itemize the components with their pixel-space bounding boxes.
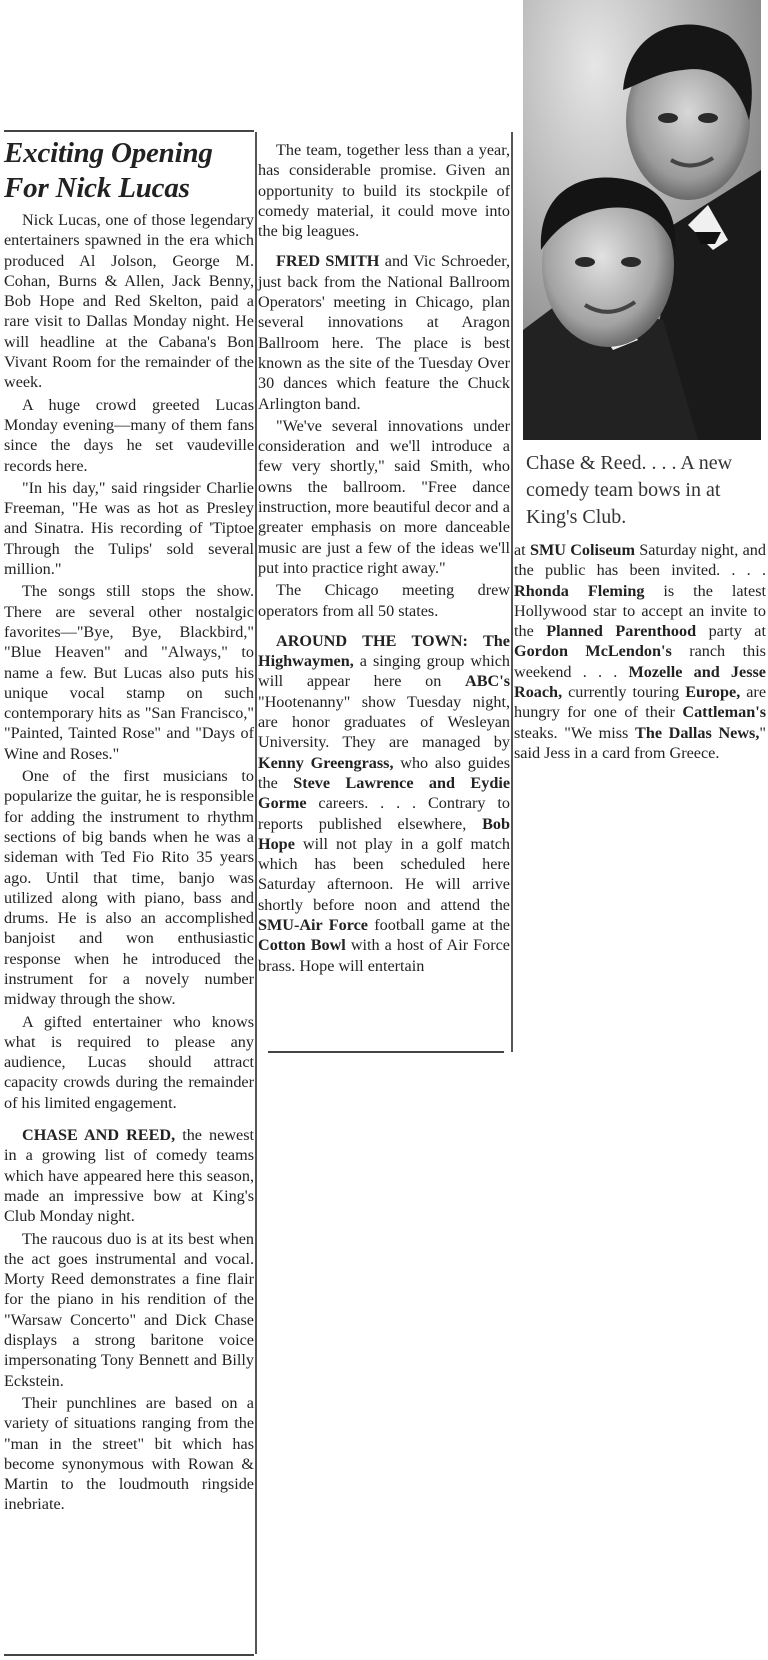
bold-name: Planned Parenthood — [546, 622, 697, 641]
paragraph-text: are hungry for one of their — [514, 683, 766, 722]
bold-name: Cotton Bowl — [258, 936, 346, 955]
paragraph-text: at — [514, 541, 530, 559]
bold-name: Cattleman's — [682, 703, 766, 722]
bottom-rule-col1 — [4, 1654, 254, 1656]
paragraph — [514, 540, 766, 763]
paragraph-text: a singing group which will appear here on — [258, 652, 510, 691]
paragraph — [4, 1125, 254, 1226]
paragraph-text: who also guides the — [258, 753, 511, 792]
bold-name: SMU Coliseum — [529, 541, 635, 559]
paragraph-text: will not play in a golf match which has been scheduled here Saturday afternoon. He will arrive shortly before noon and attend the — [258, 834, 510, 914]
bold-name: Bob Hope — [258, 814, 510, 853]
paragraph: The team, together less than a year, has considerable promise. Given an opportunity to build its stockpile of comedy material, it could move into the big leagues. — [258, 141, 510, 241]
paragraph-text: " said Jess in a card from Greece. — [514, 723, 766, 762]
bold-name: ABC's — [465, 672, 510, 691]
paragraph-text: careers. . . . Contrary to reports published elsewhere, — [258, 794, 510, 833]
bold-lead: CHASE AND REED, — [22, 1126, 176, 1145]
bottom-rule-col2 — [268, 1051, 504, 1053]
paragraph: The Chicago meeting drew operators from all 50 states. — [258, 581, 510, 620]
headline-line-1: Exciting Opening — [4, 137, 213, 169]
article-column-3 — [514, 540, 766, 765]
bold-name: Rhonda Fleming — [514, 581, 645, 600]
article-column-1 — [4, 136, 254, 1517]
photo-caption — [526, 450, 766, 531]
paragraph — [258, 251, 510, 413]
paragraph-text: steaks. "We miss — [514, 723, 636, 742]
paragraph: One of the first musicians to popularize the guitar, he is responsible for adding the instrument to rhythm sections of big bands when he was a sideman with Ted Fio Rito 35 years ago. Until that time, banjo was utilized along with piano, bass and drums. He is also an accomplished banjoist and won enthusiastic response when he introduced the instrument for a novely number midway through the show. — [4, 767, 254, 1009]
paragraph: "We've several innovations under consideration and we'll introduce a few very shortly," said Smith, who owns the ballroom. "Free dance instruction, more beautiful decor and a greater emphasis on more danceable music are just a few of the ideas we'll put into practice right away." — [258, 416, 510, 577]
paragraph-text: the newest in a growing list of comedy teams which have appeared here this season, made an impressive bow at King's Club Monday night. — [4, 1126, 254, 1226]
bold-name: Mozelle and Jesse Roach, — [514, 662, 766, 702]
paragraph: Nick Lucas, one of those legendary entertainers spawned in the era which produced Al Jolson, George M. Cohan, Burns & Allen, Jack Benny, Bob Hope and Red Skelton, paid a rare visit to Dallas Monday night. He will headline at the Cabana's Bon Vivant Room for the remainder of the week. — [4, 211, 254, 392]
paragraph-text: ranch this weekend . . . — [514, 642, 766, 681]
bold-name: The Dallas News, — [635, 723, 760, 742]
paragraph-text: football game at the — [367, 915, 510, 934]
column-rule-3 — [511, 538, 513, 818]
bold-name: Gordon McLendon's — [514, 642, 672, 661]
top-rule-col1 — [4, 130, 254, 132]
paragraph: Their punchlines are based on a variety of situations ranging from the "man in the street" bit which has become synonymous with Rowan & Martin to the loudmouth ringside inebriate. — [4, 1393, 254, 1514]
bold-name: Steve Lawrence and Eydie Gorme — [258, 773, 511, 813]
paragraph — [258, 631, 510, 976]
photo-image — [523, 0, 761, 440]
paragraph-text: "Hootenanny" show Tuesday night, are honor graduates of Wesleyan University. They are managed by — [258, 692, 510, 752]
paragraph: "In his day," said ringsider Charlie Freeman, "He was as hot as Presley and Sinatra. His recording of 'Tiptoe Through the Tulips' sold several million." — [4, 478, 254, 579]
paragraph: A gifted entertainer who knows what is required to please any audience, Lucas should attract capacity crowds during the remainder of his limited engagement. — [4, 1012, 254, 1112]
paragraph: A huge crowd greeted Lucas Monday evening—many of them fans since the days he set vaudeville records here. — [4, 395, 254, 475]
paragraph-text: is the latest Hollywood star to accept an invite to the — [514, 581, 766, 641]
paragraph-text: and Vic Schroeder, just back from the National Ballroom Operators' meeting in Chicago, plan several innovations at Aragon Ballroom here. The place is best known as the site of the Tuesday Over 30 dances which feature the Chuck Arlington band. — [258, 252, 510, 413]
paragraph-text: currently touring — [562, 683, 686, 702]
headline — [4, 136, 254, 206]
headline-line-2: For Nick Lucas — [4, 172, 190, 204]
column-rule-1 — [255, 132, 257, 1654]
bold-lead: FRED SMITH — [276, 252, 380, 271]
paragraph: The raucous duo is at its best when the act goes instrumental and vocal. Morty Reed demonstrates a fine flair for the piano in his rendition of the "Warsaw Concerto" and Dick Chase displays a strong baritone voice impersonating Tony Bennett and Billy Eckstein. — [4, 1229, 254, 1390]
paragraph-text: with a host of Air Force brass. Hope will entertain — [258, 936, 510, 975]
paragraph-text: Saturday night, and the public has been invited. . . . — [514, 541, 766, 580]
caption-text: Chase & Reed. . . . A new comedy team bows in at King's Club. — [526, 452, 733, 528]
bold-lead: AROUND THE TOWN: The Highwaymen, — [258, 631, 510, 671]
bold-name: Europe, — [685, 683, 741, 702]
paragraph-text: party at — [696, 622, 766, 641]
photo-chase-and-reed — [523, 0, 761, 440]
bold-name: Kenny Greengrass, — [258, 753, 394, 772]
paragraph: The songs still stops the show. There are several other nostalgic favorites—"Bye, Bye, Blackbird," "Blue Heaven" and "Always," to name a few. But Lucas also puts his unique vocal stamp on such contemporary hits as "San Francisco," "Painted, Tainted Rose" and "Days of Wine and Roses." — [4, 582, 254, 763]
bold-name: SMU-Air Force — [258, 915, 368, 934]
article-column-2 — [258, 140, 510, 978]
